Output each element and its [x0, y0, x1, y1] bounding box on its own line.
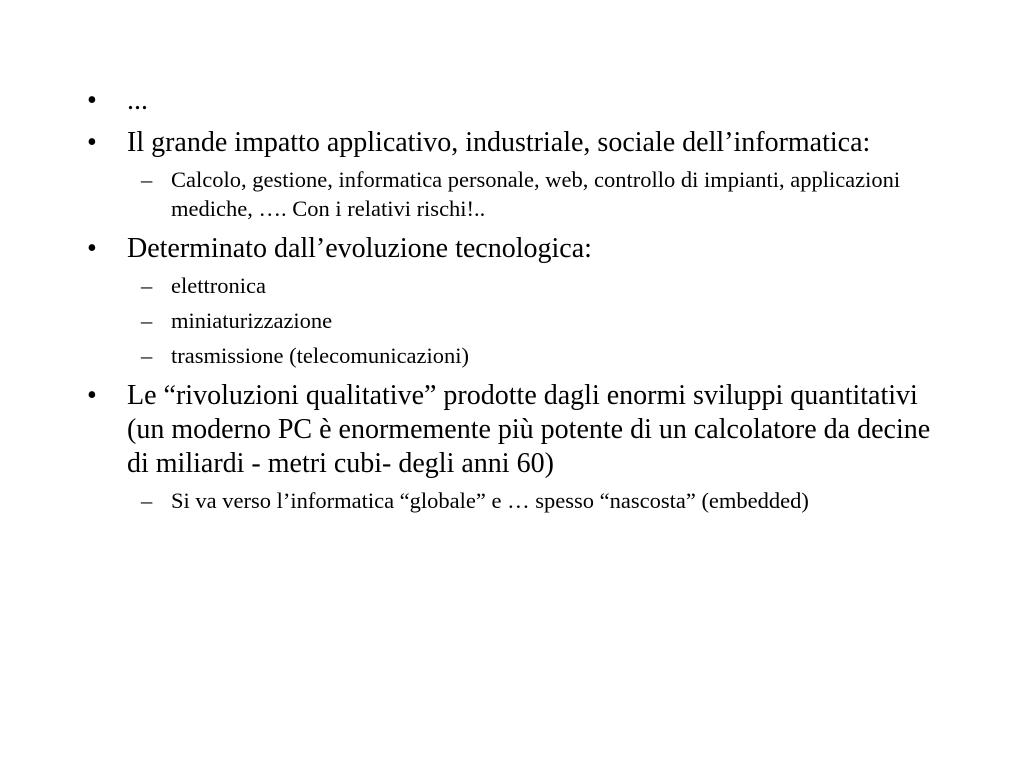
sub-list: [127, 486, 942, 515]
sub-list: [127, 165, 942, 223]
bullet-marker: •: [87, 380, 97, 411]
sub-item: [127, 271, 942, 300]
sub-item-text: Calcolo, gestione, informatica personale, web, controllo di impianti, applicazioni mediche, …. Con i relativi rischi!..: [171, 167, 901, 221]
bullet-item-3: [82, 232, 942, 370]
sub-list: [127, 271, 942, 370]
bullet-text: Le “rivoluzioni qualitative” prodotte dagli enormi sviluppi quantitativi (un moderno PC è enormemente più potente di un calcolatore da decine di miliardi - metri cubi- degli anni 60): [127, 380, 931, 479]
sub-item-text: trasmissione (telecomunicazioni): [171, 343, 470, 368]
bullet-item-2: [82, 126, 942, 223]
sub-item-text: miniaturizzazione: [171, 308, 333, 333]
bullet-marker: •: [87, 85, 97, 116]
bullet-text: Determinato dall’evoluzione tecnologica:: [127, 233, 592, 264]
sub-item-text: elettronica: [171, 273, 266, 298]
dash-marker: –: [141, 273, 153, 298]
bullet-text: Il grande impatto applicativo, industriale, sociale dell’informatica:: [127, 127, 871, 158]
bullet-item-4: [82, 379, 942, 515]
dash-marker: –: [141, 308, 153, 333]
bullet-item-1: [82, 84, 942, 118]
dash-marker: –: [141, 167, 153, 192]
sub-item: [127, 341, 942, 370]
dash-marker: –: [141, 343, 153, 368]
sub-item: [127, 306, 942, 335]
sub-item: [127, 486, 942, 515]
bullet-marker: •: [87, 127, 97, 158]
sub-item-text: Si va verso l’informatica “globale” e … spesso “nascosta” (embedded): [171, 488, 809, 513]
sub-item: [127, 165, 942, 223]
dash-marker: –: [141, 488, 153, 513]
bullet-text: ...: [127, 85, 148, 116]
bullet-list: [82, 84, 942, 524]
bullet-marker: •: [87, 233, 97, 264]
